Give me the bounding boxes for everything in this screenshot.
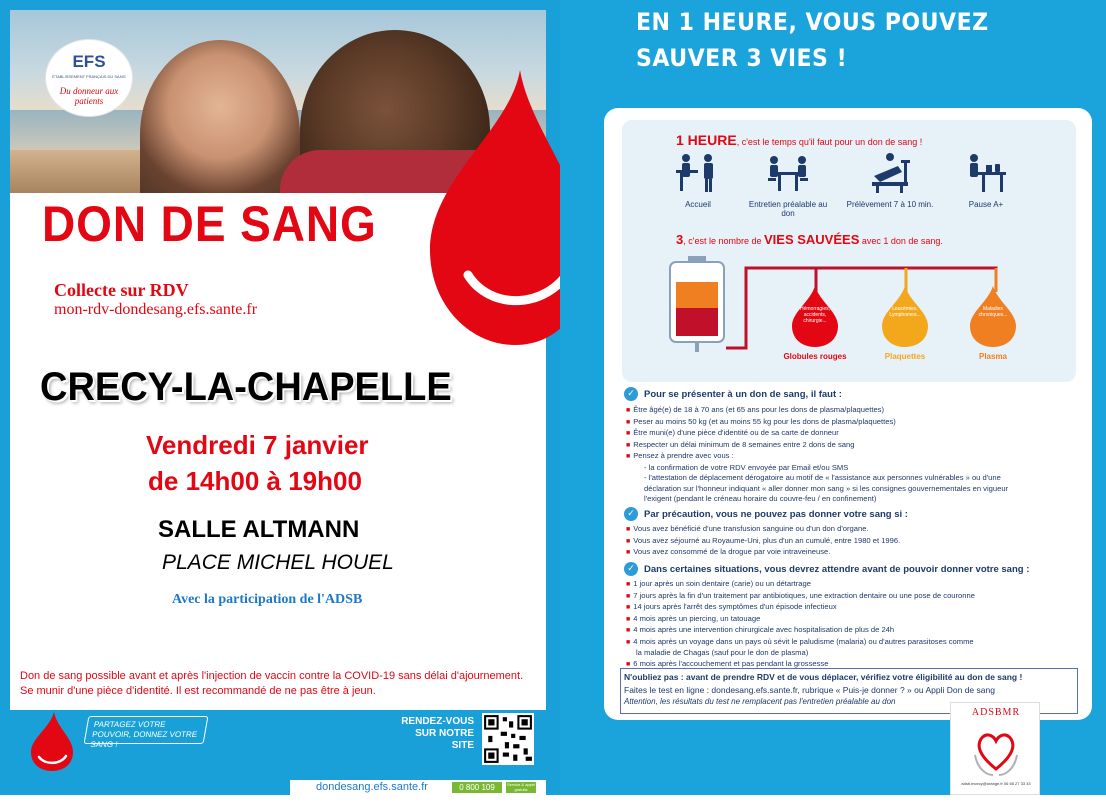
adsbmr-logo-title: ADSBMR bbox=[971, 707, 1021, 718]
section1-text: Respecter un délai minimum de 8 semaines entre 2 dons de sang bbox=[633, 439, 855, 449]
venue-address: PLACE MICHEL HOUEL bbox=[162, 551, 394, 574]
section2-item: ■ Vous avez consommé de la drogue par voie intraveineuse. bbox=[626, 547, 831, 556]
eligibility-notice-title: N'oubliez pas : avant de prendre RDV et de vous déplacer, vérifiez votre éligibilité au don de sang ! bbox=[624, 672, 1023, 682]
interview-icon bbox=[766, 152, 810, 194]
section1-item: ■ Respecter un délai minimum de 8 semaines entre 2 dons de sang bbox=[626, 439, 855, 449]
section3-item: ■ 6 mois après l'accouchement et pas pendant la grossesse bbox=[626, 658, 829, 668]
lives-strong: VIES SAUVÉES bbox=[764, 232, 860, 247]
hour-heading-rest: , c'est le temps qu'il faut pour un don de sang ! bbox=[736, 137, 923, 147]
covid-notice-line1: Don de sang possible avant et après l'injection de vaccin contre la COVID-19 sans délai d'ajournement. bbox=[20, 670, 524, 682]
section2-list bbox=[626, 524, 900, 559]
poster-title: DON DE SANG bbox=[42, 196, 377, 252]
check-icon: ✓ bbox=[624, 507, 638, 521]
plasma-label: Plasma bbox=[978, 352, 1008, 361]
share-slogan: PARTAGEZ VOTRE POUVOIR, DONNEZ VOTRE SANG ! bbox=[84, 716, 209, 744]
section3-text: 6 mois après l'accouchement et pas pendant la grossesse bbox=[633, 658, 829, 668]
section1-subitem: déclaration sur l'honneur indiquant « aller donner mon sang » si les consignes gouvernementales en vigueur bbox=[644, 483, 1009, 493]
section3-text: 1 jour après un soin dentaire (carie) ou un détartrage bbox=[633, 579, 811, 588]
section3-item: ■ 7 jours après la fin d'un traitement par antibiotiques, une extraction dentaire ou une pose de couronne bbox=[626, 590, 975, 600]
adsbmr-contact: adsb.mcecy@orange.fr 06 65 27 33 33 bbox=[961, 781, 1031, 786]
section3-title: Dans certaines situations, vous devrez attendre avant de pouvoir donner votre sang : bbox=[644, 564, 1030, 575]
section1-text: Être âgé(e) de 18 à 70 ans (et 65 ans pour les dons de plasma/plaquettes) bbox=[633, 405, 884, 414]
section3-text: 7 jours après la fin d'un traitement par antibiotiques, une extraction dentaire ou une pose de couronne bbox=[633, 590, 975, 600]
step-label-prelevement: Prélèvement 7 à 10 min. bbox=[846, 200, 934, 209]
platelets-inner: Leucémies, Lymphomes... bbox=[889, 306, 921, 318]
headline-line1: EN 1 HEURE, VOUS POUVEZ bbox=[636, 8, 989, 36]
step-label-pause: Pause A+ bbox=[968, 200, 1004, 209]
lives-end: avec 1 don de sang. bbox=[859, 236, 943, 246]
adsbmr-logo bbox=[950, 702, 1040, 795]
efs-logo-subtitle: ÉTABLISSEMENT FRANÇAIS DU SANG bbox=[52, 74, 126, 79]
eligibility-notice-warning: Attention, les résultats du test ne remplacent pas l'entretien préalable au don bbox=[624, 697, 896, 706]
town-name: CRECY-LA-CHAPELLE bbox=[40, 365, 452, 409]
efs-logo bbox=[46, 40, 132, 116]
section2-text: Vous avez consommé de la drogue par voie intraveineuse. bbox=[633, 547, 831, 556]
section3-item: ■ 1 jour après un soin dentaire (carie) ou un détartrage bbox=[626, 579, 811, 588]
donation-chair-icon bbox=[868, 152, 912, 194]
section3-item: ■ 14 jours après l'arrêt des symptômes d'un épisode infectieux bbox=[626, 602, 837, 611]
efs-logo-tagline: Du donneur aux patients bbox=[59, 86, 119, 106]
headline-line2: SAUVER 3 VIES ! bbox=[636, 44, 848, 72]
lives-heading bbox=[676, 232, 943, 247]
section1-list bbox=[626, 405, 1008, 505]
footer-phone-tag: Service & appel gratuits bbox=[506, 782, 535, 792]
heart-hands-icon bbox=[973, 725, 1019, 777]
collecte-url[interactable]: mon-rdv-dondesang.efs.sante.fr bbox=[54, 301, 258, 318]
section2-item: ■ Vous avez bénéficié d'une transfusion sanguine ou d'un don d'organe. bbox=[626, 524, 869, 533]
section3-list bbox=[626, 579, 975, 670]
section1-subitem: - la confirmation de votre RDV envoyée par Email et/ou SMS bbox=[644, 462, 849, 472]
blood-bag-icon bbox=[668, 256, 728, 356]
snack-icon bbox=[964, 152, 1008, 194]
footer-url[interactable]: dondesang.efs.sante.fr bbox=[316, 781, 428, 793]
section1-subitem: l'exigent (pendant le créneau horaire du couvre-feu / en confinement) bbox=[644, 494, 877, 503]
covid-notice-line2: Se munir d'une pièce d'identité. Il est recommandé de ne pas être à jeun. bbox=[20, 685, 376, 697]
qr-code-icon[interactable] bbox=[482, 713, 534, 765]
eligibility-notice-test[interactable]: Faites le test en ligne : dondesang.efs.sante.fr, rubrique « Puis-je donner ? » ou Appli Don de sang bbox=[624, 685, 995, 695]
lives-mid: , c'est le nombre de bbox=[683, 236, 764, 246]
reception-icon bbox=[676, 152, 720, 194]
section2-item: ■ Vous avez séjourné au Royaume-Uni, plus d'un an cumulé, entre 1980 et 1996. bbox=[626, 535, 901, 545]
hour-heading bbox=[676, 132, 922, 148]
section3-text: 4 mois après un voyage dans un pays où sévit le paludisme (malaria) ou d'autres parasitoses comme bbox=[633, 636, 974, 646]
venue-name: SALLE ALTMANN bbox=[158, 516, 360, 543]
section2-text: Vous avez séjourné au Royaume-Uni, plus d'un an cumulé, entre 1980 et 1996. bbox=[633, 535, 901, 545]
red-cells-label: Globules rouges bbox=[783, 352, 847, 361]
woman-figure bbox=[140, 40, 300, 193]
section1-subitem: - l'attestation de déplacement dérogatoire au motif de « l'assistance aux personnes vulnérables » ou d'une bbox=[644, 473, 1001, 482]
section1-item: ■ Être muni(e) d'une pièce d'identité ou de sa carte de donneur bbox=[626, 428, 839, 437]
check-icon: ✓ bbox=[624, 387, 638, 401]
section3-text: 4 mois après un piercing, un tatouage bbox=[633, 613, 761, 623]
small-blood-drop-icon bbox=[28, 712, 76, 772]
section1-text: Être muni(e) d'une pièce d'identité ou de sa carte de donneur bbox=[633, 428, 839, 437]
collecte-label: Collecte sur RDV bbox=[54, 280, 189, 300]
red-cells-inner: Hémorragies, accidents, chirurgie... bbox=[799, 306, 830, 324]
section2-title: Par précaution, vous ne pouvez pas donner votre sang si : bbox=[644, 509, 908, 520]
efs-logo-name: EFS bbox=[72, 52, 106, 71]
event-hours: de 14h00 à 19h00 bbox=[148, 466, 362, 496]
section3-item: ■ 4 mois après un piercing, un tatouage bbox=[626, 613, 761, 623]
plasma-inner: Maladies chroniques... bbox=[978, 306, 1008, 318]
check-icon: ✓ bbox=[624, 562, 638, 576]
section1-item: ■ Être âgé(e) de 18 à 70 ans (et 65 ans pour les dons de plasma/plaquettes) bbox=[626, 405, 884, 414]
step-label-accueil: Accueil bbox=[685, 200, 711, 209]
section3-text: 14 jours après l'arrêt des symptômes d'un épisode infectieux bbox=[633, 602, 837, 611]
section1-item: ■ Peser au moins 50 kg (et au moins 55 kg pour les dons de plasma/plaquettes) bbox=[626, 416, 896, 426]
section1-item: ■ Pensez à prendre avec vous : bbox=[626, 451, 734, 460]
rdv-site-label: RENDEZ-VOUS SUR NOTRE SITE bbox=[401, 716, 474, 751]
section1-text: Peser au moins 50 kg (et au moins 55 kg pour les dons de plasma/plaquettes) bbox=[633, 416, 896, 426]
event-date: Vendredi 7 janvier bbox=[146, 430, 369, 460]
step-label-entretien: Entretien préalable au don bbox=[748, 200, 828, 218]
section3-subitem: la maladie de Chagas (sauf pour le don de plasma) bbox=[636, 648, 809, 657]
participation-note: Avec la participation de l'ADSB bbox=[172, 592, 363, 607]
section3-text: 4 mois après une intervention chirurgicale avec hospitalisation de plus de 24h bbox=[633, 625, 895, 634]
section3-item: ■ 4 mois après un voyage dans un pays où sévit le paludisme (malaria) ou d'autres parasitoses comme bbox=[626, 636, 974, 646]
section3-item: ■ 4 mois après une intervention chirurgicale avec hospitalisation de plus de 24h bbox=[626, 625, 895, 634]
footer-phone[interactable]: 0 800 109 900 bbox=[452, 782, 502, 793]
hour-heading-strong: 1 HEURE bbox=[676, 132, 737, 148]
section1-title: Pour se présenter à un don de sang, il faut : bbox=[644, 389, 842, 400]
platelets-label: Plaquettes bbox=[884, 352, 926, 361]
section2-text: Vous avez bénéficié d'une transfusion sanguine ou d'un don d'organe. bbox=[633, 524, 869, 533]
section1-text: Pensez à prendre avec vous : bbox=[633, 451, 734, 460]
lives-number: 3 bbox=[676, 232, 684, 247]
